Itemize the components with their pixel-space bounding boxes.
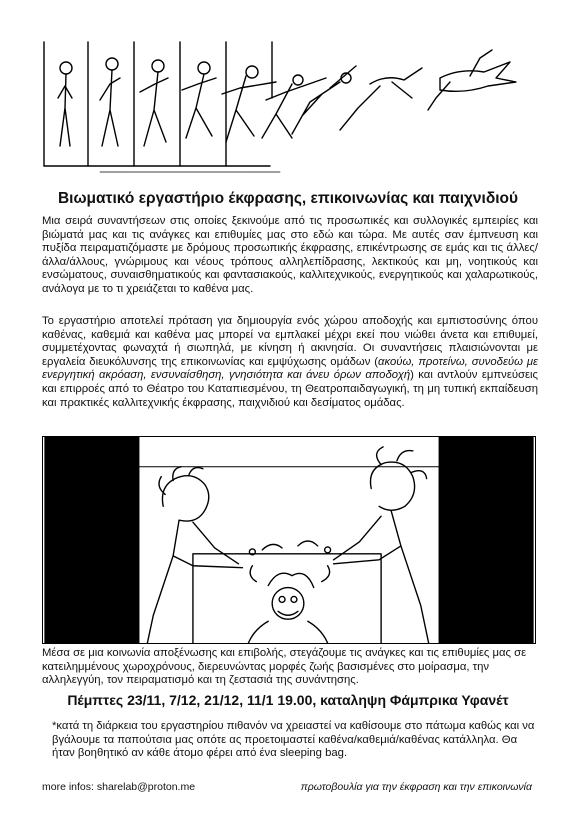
workshop-paragraph-text-end: ) και αντλούν εμπνεύσεις και επιρροές από το Θέατρο του Καταπιεσμένου, τη Θεατροπαιδαγωγική, τη μη τυπική εκπαίδευση και πρακτικές καλλιτεχνικής έκφρασης, παιχνιδιού και δεσίματος ομάδας.: [42, 369, 538, 409]
workshop-paragraph-italic: ακούω, προτείνω, συνοδεύω με ενεργητική ακρόαση, ενσυναίσθηση, γνησιότητα και άνευ όρων αποδοχή: [42, 355, 538, 382]
workshop-paragraph-text: Το εργαστήριο αποτελεί πρόταση για δημιουργία ενός χώρου αποδοχής και εμπιστοσύνης όπου καθένας, καθεμιά και καθένα μας μπορεί να εμπλακεί μέχρι εκεί που νιώθει άνετα και επιθυμεί, συμμετέχοντας φωναχτά ή σιωπηλά, με κίνηση ή ακινησία. Οι συναντήσεις πλαισιώνονται με εργαλεία διευκόλυνσης της επικοινωνίας και εμψύχωσης ομάδων (: [42, 315, 538, 368]
community-paragraph: Μέσα σε μια κοινωνία αποξένωσης και επιβολής, στεγάζουμε τις ανάγκες και τις επιθυμίες μας σε κατειλημμένους χωροχρόνους, διερευνώντας μορφές ζωής βασισμένες στο μοίρασμα, την αλληλεγγύη, τον πειραματισμό και τη ζεστασιά της συνάντησης.: [42, 647, 527, 687]
poster-title: Βιωματικό εργαστήριο έκφρασης, επικοινωνίας και παιχνιδιού: [57, 190, 519, 207]
contact-info: more infos: sharelab@proton.me: [42, 781, 196, 793]
initiative-name: πρωτοβουλία για την έκφραση και την επικοινωνία: [300, 781, 532, 793]
practical-note: *κατά τη διάρκεια του εργαστηρίου πιθανόν να χρειαστεί να καθίσουμε στο πάτωμα καθώς και να βγάλουμε τα παπούτσια μας οπότε ας προετοιμαστεί καθένα/καθεμιά/καθένας κατάλληλα. Θα ήταν βοηθητικό αν κάθε άτομο φέρει από ένα sleeping bag.: [52, 720, 535, 760]
workshop-paragraph: [42, 315, 538, 410]
event-dates: Πέμπτες 23/11, 7/12, 21/12, 11/1 19.00, καταληψη Φάμπρικα Υφανέτ: [67, 692, 509, 708]
intro-paragraph: Μια σειρά συναντήσεων στις οποίες ξεκινούμε από τις προσωπικές και συλλογικές εμπειρίες και βιώματά μας και τις ανάγκες και επιθυμίες μας στο εδώ και τώρα. Με αυτές σαν έμπνευση και πυξίδα πειραματιζόμαστε με δρόμους προσωπικής έκφρασης, επικέντρωσης σε εμάς και τις άλλες/άλλα/άλλους, γνώριμους και νέους τρόπους αλληλεπίδρασης, λεκτικούς και μη, νοητικούς και ενσώματους, συναισθηματικούς και φαντασιακούς, καλλιτεχνικούς, ενεργητικούς και χαλαρωτικούς, ανάλογα με το τι χρειάζεται το καθένα μας.: [42, 215, 538, 295]
bottom-illustration: [42, 436, 536, 644]
top-illustration: [40, 38, 530, 178]
